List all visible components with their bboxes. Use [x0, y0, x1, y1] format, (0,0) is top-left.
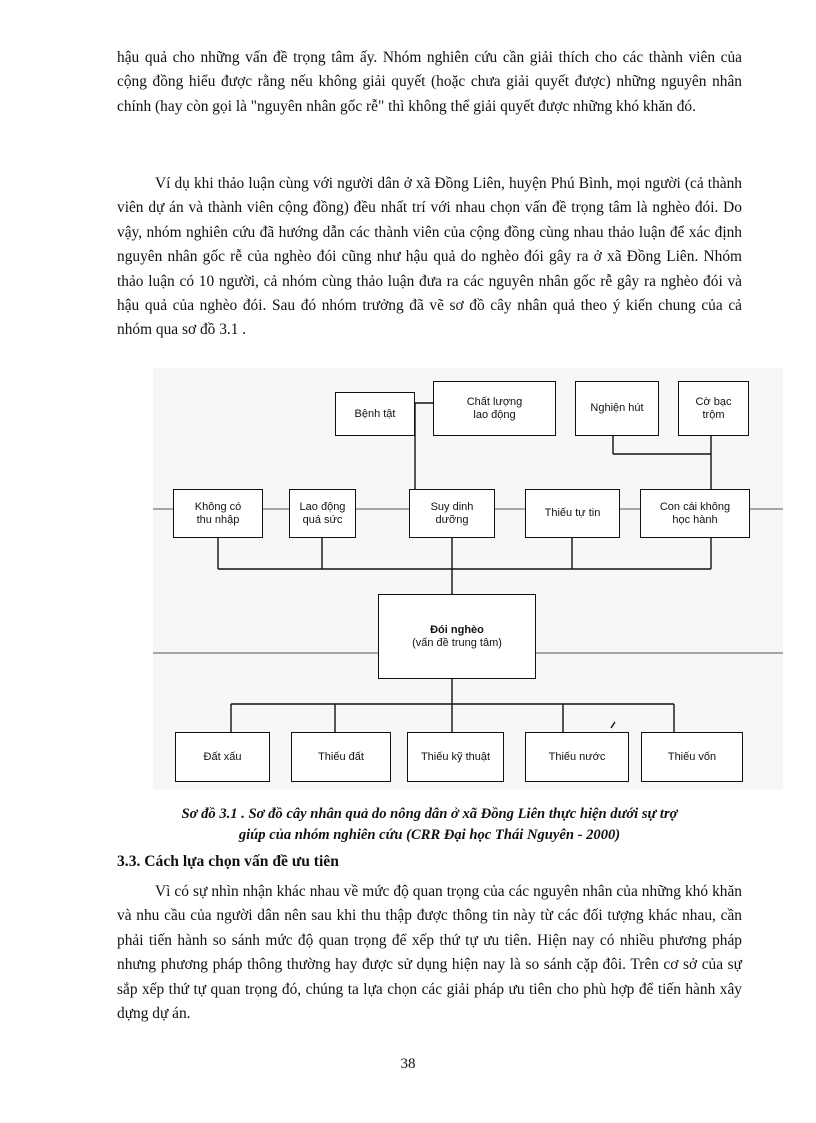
direct-cause-box	[525, 489, 620, 538]
direct-cause-box	[409, 489, 495, 538]
effect-label: Đất xấu	[203, 750, 242, 763]
effect-label: Thiếu kỹ thuật	[420, 750, 491, 763]
direct-cause-label: Suy dinh	[430, 500, 474, 513]
direct-cause-label: thu nhập	[196, 513, 240, 526]
root-cause-label: trộm	[702, 408, 725, 421]
root-cause-box	[678, 381, 749, 436]
page-number: 38	[400, 1056, 416, 1072]
direct-cause-label: học hành	[672, 513, 718, 526]
core-problem-box	[378, 594, 536, 679]
direct-cause-label: Lao động	[299, 500, 346, 513]
figure-caption-line1: Sơ đồ 3.1 . Sơ đồ cây nhân quả do nông dân ở xã Đồng Liên thực hiện dưới sự trợ	[181, 806, 678, 822]
direct-cause-label: Con cái không	[659, 500, 731, 513]
direct-cause-label: Không có	[194, 500, 242, 513]
core-problem-subtitle: (vấn đề trung tâm)	[412, 636, 502, 649]
root-cause-label: lao động	[473, 408, 516, 421]
effect-label: Thiếu đất	[318, 750, 364, 763]
effect-box	[175, 732, 270, 782]
effect-box	[291, 732, 391, 782]
core-problem-title: Đói nghèo	[430, 623, 484, 636]
root-cause-box	[335, 392, 415, 436]
root-cause-label: Chất lượng	[466, 395, 523, 408]
root-cause-label: Nghiện hút	[590, 402, 644, 414]
paragraph-example: Ví dụ khi thảo luận cùng với người dân ở xã Đồng Liên, huyện Phú Bình, mọi người (cả thành viên dự án và thành viên cộng đồng) đều nhất trí với nhau chọn vấn đề trọng tâm là nghèo đói. Do vậy, nhóm nghiên cứu đã hướng dẫn các thành viên của cộng đồng cùng nhau thảo luận để xác định nguyên nhân gốc rễ của nghèo đói cũng như hậu quả do nghèo đói gây ra ở xã Đồng Liên. Nhóm thảo luận có 10 người, cả nhóm cùng thảo luận đưa ra các nguyên nhân gốc rễ gây ra nghèo đói và hậu quả của nghèo đói. Sau đó nhóm trưởng đã vẽ sơ đồ cây nhân quả theo ý kiến chung của cả nhóm qua sơ đồ 3.1 .	[117, 175, 742, 339]
effect-label: Thiếu nước	[548, 750, 606, 763]
root-cause-box	[433, 381, 556, 436]
direct-cause-box	[640, 489, 750, 538]
root-cause-label: Cờ bạc	[695, 395, 732, 408]
effect-box	[407, 732, 504, 782]
root-cause-label: Bệnh tật	[354, 407, 396, 420]
direct-cause-label: dưỡng	[435, 513, 469, 526]
section-heading: 3.3. Cách lựa chọn vấn đề ưu tiên	[117, 853, 339, 870]
effect-label: Thiếu vốn	[667, 750, 717, 763]
cause-effect-tree-diagram	[153, 368, 783, 790]
paragraph-prioritization: Vì có sự nhìn nhận khác nhau về mức độ quan trọng của các nguyên nhân của những khó khăn và nhu cầu của người dân nên sau khi thu thập được thông tin này từ các đối tượng khác nhau, cần phải tiến hành so sánh mức độ quan trọng để xếp thứ tự ưu tiên. Hiện nay có nhiều phương pháp nhưng phương pháp thông thường hay được sử dụng hiện nay là so sánh cặp đôi. Trên cơ sở của sự sắp xếp thứ tự quan trọng đó, chúng ta lựa chọn các giải pháp ưu tiên cho phù hợp để tiến hành xây dựng dự án.	[117, 883, 742, 1023]
direct-cause-box	[173, 489, 263, 538]
effect-box	[641, 732, 743, 782]
direct-cause-label: Thiếu tự tin	[544, 507, 601, 519]
effect-box	[525, 732, 629, 782]
figure-caption-line2: giúp của nhóm nghiên cứu (CRR Đại học Thái Nguyên - 2000)	[238, 827, 621, 843]
direct-cause-box	[289, 489, 356, 538]
root-cause-box	[575, 381, 659, 436]
direct-cause-label: quá sức	[302, 513, 343, 526]
paragraph-consequences: hậu quả cho những vấn đề trọng tâm ấy. Nhóm nghiên cứu cần giải thích cho các thành viên của cộng đồng hiểu được rằng nếu không giải quyết (hoặc chưa giải quyết được) những nguyên nhân chính (hay còn gọi là "nguyên nhân gốc rễ" thì không thể giải quyết được những khó khăn đó.	[117, 49, 742, 115]
